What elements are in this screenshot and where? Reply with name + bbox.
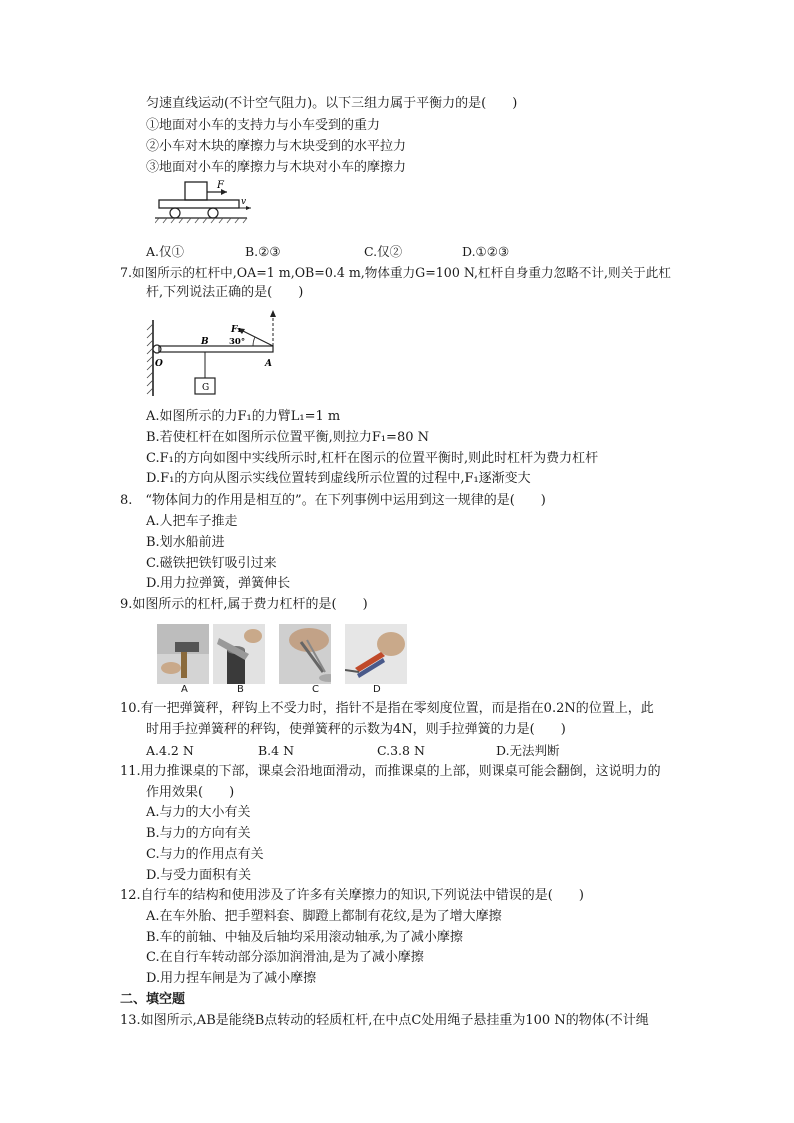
q11-stem-line-2: 作用效果( ) <box>146 785 235 800</box>
q10-option-d: D.无法判断 <box>496 743 560 758</box>
q7-option-b: B.若使杠杆在如图所示位置平衡,则拉力F₁=80 N <box>146 430 429 445</box>
photo-label-b: B <box>237 684 244 695</box>
q12-stem: 12.自行车的结构和使用涉及了许多有关摩擦力的知识,下列说法中错误的是( ) <box>120 888 584 903</box>
q10-stem-line-1: 10.有一把弹簧秤，秤钩上不受力时，指针不是指在零刻度位置，而是指在0.2N的位置上，此 <box>120 701 654 716</box>
q6-item-2: ②小车对木块的摩擦力与木块受到的水平拉力 <box>146 139 407 154</box>
hammer-photo <box>157 624 209 684</box>
a-label: A <box>265 359 272 369</box>
velocity-label: v <box>241 197 247 207</box>
b-label: B <box>201 337 209 347</box>
q8-option-b: B.划水船前进 <box>146 535 225 550</box>
q7-stem-line-2: 杆,下列说法正确的是( ) <box>146 285 304 300</box>
q8-option-d: D.用力拉弹簧，弹簧伸长 <box>146 576 291 591</box>
q7-stem-line-1: 7.如图所示的杠杆中,OA=1 m,OB=0.4 m,物体重力G=100 N,杠杆自身重力忽略不计,则关于此杠 <box>120 265 671 280</box>
pliers-photo <box>345 624 407 684</box>
q10-option-c: C.3.8 N <box>377 743 425 758</box>
q12-option-c: C.在自行车转动部分添加润滑油,是为了减小摩擦 <box>146 950 424 965</box>
q8-option-a: A.人把车子推走 <box>146 514 238 529</box>
q6-option-c: C.仅② <box>364 244 403 259</box>
q6-option-a: A.仅① <box>146 244 185 259</box>
q11-option-c: C.与力的作用点有关 <box>146 847 264 862</box>
q11-option-b: B.与力的方向有关 <box>146 826 251 841</box>
q6-item-1: ①地面对小车的支持力与小车受到的重力 <box>146 118 381 133</box>
q6-stem: 匀速直线运动(不计空气阻力)。以下三组力属于平衡力的是( ) <box>146 96 518 111</box>
q6-option-d: D.①②③ <box>462 244 510 259</box>
q12-option-a: A.在车外胎、把手塑料套、脚蹬上都制有花纹,是为了增大摩擦 <box>146 909 502 924</box>
q8-stem: 8. “物体间力的作用是相互的”。在下列事例中运用到这一规律的是( ) <box>120 493 546 508</box>
q10-stem-line-2: 时用手拉弹簧秤的秤钩，使弹簧秤的示数为4N，则手拉弹簧的力是( ) <box>146 722 566 737</box>
section-title-fill-in: 二、填空题 <box>120 992 186 1007</box>
q10-option-b: B.4 N <box>258 743 295 758</box>
q11-option-a: A.与力的大小有关 <box>146 805 251 820</box>
g-label: G <box>202 383 210 393</box>
q7-option-a: A.如图所示的力F₁的力臂L₁=1 m <box>146 409 341 424</box>
q12-option-d: D.用力捏车闸是为了减小摩擦 <box>146 971 317 986</box>
q13-stem: 13.如图所示,AB是能绕B点转动的轻质杠杆,在中点C处用绳子悬挂重为100 N的物体(不计绳 <box>120 1013 649 1028</box>
f1-label: F₁ <box>231 325 242 335</box>
angle-label: 30° <box>229 337 246 347</box>
lever-figure <box>145 308 285 408</box>
photo-label-d: D <box>373 684 381 695</box>
q7-option-c: C.F₁的方向如图中实线所示时,杠杆在图示的位置平衡时,则此时杠杆为费力杠杆 <box>146 451 599 466</box>
q10-option-a: A.4.2 N <box>146 743 194 758</box>
q7-option-d: D.F₁的方向从图示实线位置转到虚线所示位置的过程中,F₁逐渐变大 <box>146 471 531 486</box>
o-label: O <box>155 359 163 369</box>
q6-item-3: ③地面对小车的摩擦力与木块对小车的摩擦力 <box>146 160 407 175</box>
force-label: F <box>217 180 224 191</box>
cart-block-figure <box>155 178 255 230</box>
q8-option-c: C.磁铁把铁钉吸引过来 <box>146 556 277 571</box>
tweezers-photo <box>279 624 331 684</box>
q11-stem-line-1: 11.用力推课桌的下部，课桌会沿地面滑动，而推课桌的上部，则课桌可能会翻倒，这说明力的 <box>120 764 661 779</box>
bottle-opener-photo <box>213 624 265 684</box>
q9-stem: 9.如图所示的杠杆,属于费力杠杆的是( ) <box>120 597 368 612</box>
photo-label-a: A <box>181 684 188 695</box>
q11-option-d: D.与受力面积有关 <box>146 868 252 883</box>
photo-label-c: C <box>312 684 319 695</box>
q12-option-b: B.车的前轴、中轴及后轴均采用滚动轴承,为了减小摩擦 <box>146 930 463 945</box>
q6-option-b: B.②③ <box>245 244 281 259</box>
